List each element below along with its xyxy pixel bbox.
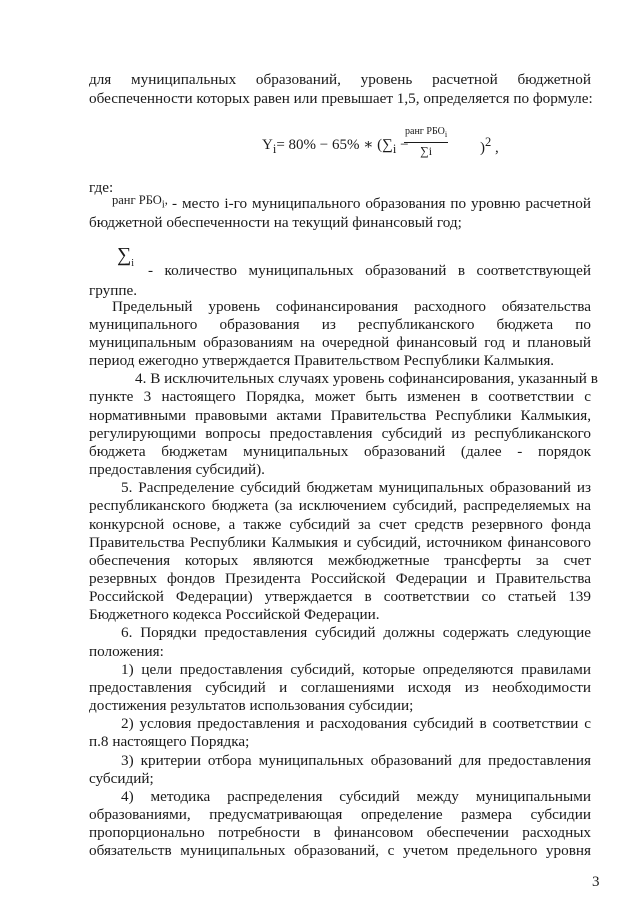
text-line: 6. Порядки предоставления субсидий должны содержать следующие bbox=[121, 624, 591, 641]
text-line: пропорционально потребности в финансовом обеспечении расходных bbox=[89, 824, 591, 841]
text-line: Предельный уровень софинансирования расходного обязательства bbox=[112, 298, 591, 315]
page-number: 3 bbox=[592, 874, 600, 890]
text-line: бюджета бюджетам муниципальных образований (далее - порядок bbox=[89, 443, 591, 460]
text-line: положения: bbox=[89, 643, 164, 660]
formula-tail: )$^2$ , bbox=[480, 135, 499, 156]
sigma-symbol: $\sum_i$ bbox=[117, 244, 135, 269]
text-line: период ежегодно утверждается Правительством Республики Калмыкия. bbox=[89, 352, 555, 369]
text-line: регулирующими вопросы предоставления субсидий из республиканского bbox=[89, 425, 591, 442]
text-line: 3) критерии отбора муниципальных образований для предоставления bbox=[121, 752, 591, 769]
text-line: бюджетной обеспеченности на текущий финансовый год; bbox=[89, 214, 462, 231]
text-line: республиканского бюджета (за исключением субсидий, распределяемых на bbox=[89, 497, 591, 514]
text-line: Правительства Республики Калмыкия и субсидий, источником финансового bbox=[89, 534, 591, 551]
text-line: обеспеченности которых равен или превышает 1,5, определяется по формуле: bbox=[89, 90, 593, 107]
text-line: предоставления субсидий и соглашениями исходя из необходимости bbox=[89, 679, 591, 696]
text-line: обязательств муниципальных образований, с учетом предельного уровня bbox=[89, 842, 591, 859]
text-line: достижения результатов использования субсидии; bbox=[89, 697, 414, 714]
text-line: резервных фондов Президента Российской Федерации и Правительства bbox=[89, 570, 591, 587]
text-line: 1) цели предоставления субсидий, которые определяются правилами bbox=[121, 661, 591, 678]
text-line: 4. В исключительных случаях уровень софинансирования, указанный в bbox=[135, 370, 598, 387]
text-line: 4) методика распределения субсидий между муниципальными bbox=[121, 788, 591, 805]
text-line: - количество муниципальных образований в соответствующей bbox=[148, 262, 591, 279]
text-line: где: bbox=[89, 179, 114, 196]
text-line: 2) условия предоставления и расходования субсидий в соответствии с bbox=[121, 715, 591, 732]
rang-symbol: ранг $РБО_i$, bbox=[112, 193, 168, 211]
text-line: группе. bbox=[89, 282, 138, 299]
text-line: субсидий; bbox=[89, 770, 154, 787]
text-line: для муниципальных образований, уровень расчетной бюджетной bbox=[89, 71, 591, 88]
text-line: образованиями, предусматривающая определение размера субсидии bbox=[89, 806, 591, 823]
formula-fraction: ранг $РБО_i$ ∑i bbox=[405, 126, 448, 158]
text-line: 5. Распределение субсидий бюджетам муниципальных образований из bbox=[121, 479, 591, 496]
text-line: муниципальным образованиям на очередной финансовый год и плановый bbox=[89, 334, 591, 351]
text-line: Бюджетного кодекса Российской Федерации. bbox=[89, 606, 380, 623]
text-line: пункте 3 настоящего Порядка, может быть изменен в соответствии с bbox=[89, 388, 591, 405]
text-line: муниципального образования из республиканского бюджета по bbox=[89, 316, 591, 333]
text-line: - место i-го муниципального образования по уровню расчетной bbox=[172, 195, 591, 212]
text-line: п.8 настоящего Порядка; bbox=[89, 733, 250, 750]
text-line: предоставления субсидий). bbox=[89, 461, 265, 478]
text-line: Российской Федерации) утверждается в соответствии со статьей 139 bbox=[89, 588, 591, 605]
formula-lhs: $Y_i= 80\% - 65\%$ ∗ ($\sum_i$ − bbox=[262, 137, 409, 156]
formula bbox=[262, 121, 512, 165]
text-line: конкурсной основе, а также субсидий за счет средств резервного фонда bbox=[89, 516, 591, 533]
text-line: нормативными правовыми актами Правительства Республики Калмыкия, bbox=[89, 407, 591, 424]
text-line: обеспечения которых являются межбюджетные трансферты за счет bbox=[89, 552, 591, 569]
